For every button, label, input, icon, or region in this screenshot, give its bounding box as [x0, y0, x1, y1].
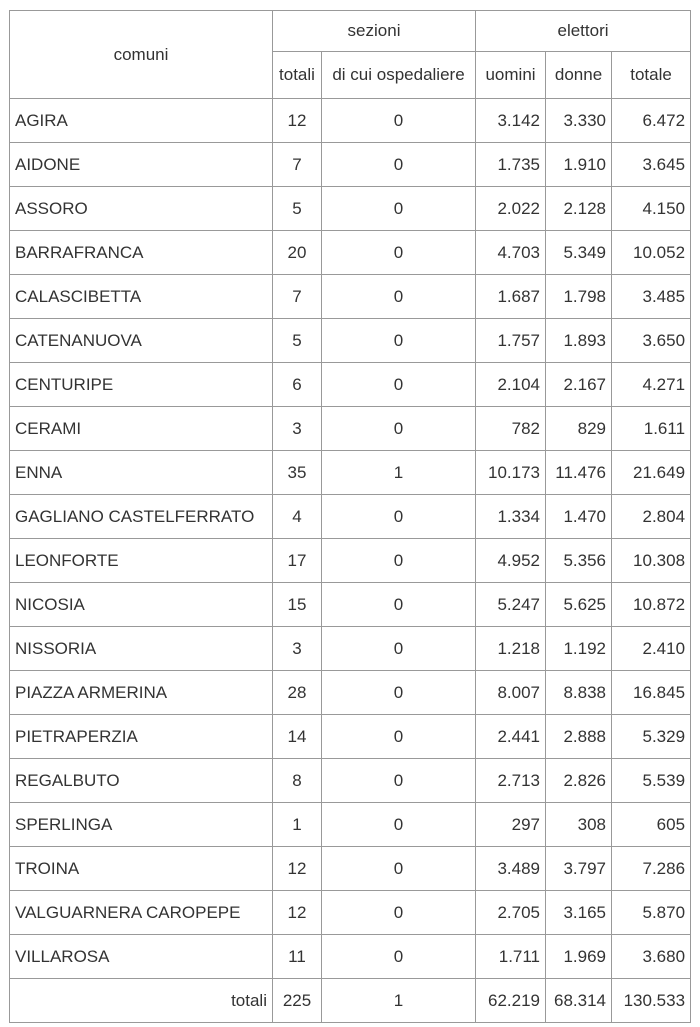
totale-cell: 3.485 [612, 275, 691, 319]
uomini-cell: 4.703 [476, 231, 546, 275]
sezioni-cell: 1 [273, 803, 322, 847]
uomini-cell: 2.441 [476, 715, 546, 759]
uomini-cell: 1.735 [476, 143, 546, 187]
comune-cell: AGIRA [10, 99, 273, 143]
uomini-cell: 2.104 [476, 363, 546, 407]
totale-cell: 1.611 [612, 407, 691, 451]
sezioni-header: sezioni [273, 11, 476, 52]
sezioni-cell: 28 [273, 671, 322, 715]
donne-cell: 1.798 [546, 275, 612, 319]
table-row [10, 143, 691, 187]
comune-cell: VILLAROSA [10, 935, 273, 979]
ospedaliere-cell: 1 [322, 451, 476, 495]
sezioni-cell: 7 [273, 275, 322, 319]
ospedaliere-cell: 0 [322, 363, 476, 407]
ospedaliere-cell: 0 [322, 407, 476, 451]
totale-cell: 10.872 [612, 583, 691, 627]
comune-cell: PIAZZA ARMERINA [10, 671, 273, 715]
ospedaliere-cell: 0 [322, 539, 476, 583]
uomini-header: uomini [476, 52, 546, 99]
uomini-cell: 782 [476, 407, 546, 451]
ospedaliere-cell: 0 [322, 671, 476, 715]
comune-cell: LEONFORTE [10, 539, 273, 583]
totale-cell: 10.052 [612, 231, 691, 275]
uomini-cell: 1.687 [476, 275, 546, 319]
donne-cell: 5.349 [546, 231, 612, 275]
table-row [10, 231, 691, 275]
sezioni-cell: 12 [273, 891, 322, 935]
sezioni-cell: 5 [273, 319, 322, 363]
table-row [10, 803, 691, 847]
totale-cell: 4.150 [612, 187, 691, 231]
ospedaliere-cell: 0 [322, 275, 476, 319]
table-row [10, 187, 691, 231]
table-row [10, 671, 691, 715]
totals-donne: 68.314 [546, 979, 612, 1023]
table-row [10, 935, 691, 979]
totale-cell: 605 [612, 803, 691, 847]
uomini-cell: 3.142 [476, 99, 546, 143]
ospedaliere-cell: 0 [322, 759, 476, 803]
uomini-cell: 2.705 [476, 891, 546, 935]
sezioni-cell: 5 [273, 187, 322, 231]
uomini-cell: 1.218 [476, 627, 546, 671]
donne-header: donne [546, 52, 612, 99]
donne-cell: 3.330 [546, 99, 612, 143]
header-row-1 [10, 11, 691, 52]
comune-cell: SPERLINGA [10, 803, 273, 847]
ospedaliere-cell: 0 [322, 231, 476, 275]
uomini-cell: 4.952 [476, 539, 546, 583]
comune-cell: CERAMI [10, 407, 273, 451]
totale-cell: 3.645 [612, 143, 691, 187]
table-row [10, 627, 691, 671]
sezioni-cell: 14 [273, 715, 322, 759]
comune-cell: GAGLIANO CASTELFERRATO [10, 495, 273, 539]
uomini-cell: 2.022 [476, 187, 546, 231]
sezioni-cell: 15 [273, 583, 322, 627]
comune-cell: CENTURIPE [10, 363, 273, 407]
table-row [10, 539, 691, 583]
donne-cell: 5.625 [546, 583, 612, 627]
comune-cell: BARRAFRANCA [10, 231, 273, 275]
sezioni-cell: 35 [273, 451, 322, 495]
sezioni-cell: 12 [273, 99, 322, 143]
totale-cell: 2.410 [612, 627, 691, 671]
uomini-cell: 8.007 [476, 671, 546, 715]
table-row [10, 275, 691, 319]
donne-cell: 1.893 [546, 319, 612, 363]
comune-cell: REGALBUTO [10, 759, 273, 803]
table-row [10, 451, 691, 495]
ospedaliere-cell: 0 [322, 99, 476, 143]
uomini-cell: 1.757 [476, 319, 546, 363]
donne-cell: 1.969 [546, 935, 612, 979]
totals-row [10, 979, 691, 1023]
comuni-header: comuni [10, 11, 273, 99]
ospedaliere-cell: 0 [322, 847, 476, 891]
uomini-cell: 5.247 [476, 583, 546, 627]
totale-cell: 3.680 [612, 935, 691, 979]
comune-cell: CALASCIBETTA [10, 275, 273, 319]
totale-cell: 4.271 [612, 363, 691, 407]
totals-sezioni: 225 [273, 979, 322, 1023]
donne-cell: 3.797 [546, 847, 612, 891]
totale-cell: 5.539 [612, 759, 691, 803]
donne-cell: 1.910 [546, 143, 612, 187]
ospedaliere-cell: 0 [322, 935, 476, 979]
totale-cell: 16.845 [612, 671, 691, 715]
totale-cell: 5.329 [612, 715, 691, 759]
table-row [10, 583, 691, 627]
sezioni-cell: 20 [273, 231, 322, 275]
table-row [10, 495, 691, 539]
uomini-cell: 297 [476, 803, 546, 847]
donne-cell: 5.356 [546, 539, 612, 583]
elettori-table [9, 10, 691, 1023]
ospedaliere-cell: 0 [322, 187, 476, 231]
uomini-cell: 1.711 [476, 935, 546, 979]
donne-cell: 2.167 [546, 363, 612, 407]
comune-cell: NICOSIA [10, 583, 273, 627]
ospedaliere-cell: 0 [322, 627, 476, 671]
donne-cell: 308 [546, 803, 612, 847]
totals-label: totali [10, 979, 273, 1023]
sezioni-cell: 4 [273, 495, 322, 539]
donne-cell: 2.128 [546, 187, 612, 231]
table-row [10, 319, 691, 363]
donne-cell: 2.888 [546, 715, 612, 759]
comune-cell: PIETRAPERZIA [10, 715, 273, 759]
totali-header: totali [273, 52, 322, 99]
totale-header: totale [612, 52, 691, 99]
sezioni-cell: 11 [273, 935, 322, 979]
uomini-cell: 10.173 [476, 451, 546, 495]
comune-cell: VALGUARNERA CAROPEPE [10, 891, 273, 935]
totale-cell: 3.650 [612, 319, 691, 363]
uomini-cell: 3.489 [476, 847, 546, 891]
totals-uomini: 62.219 [476, 979, 546, 1023]
ospedaliere-cell: 0 [322, 143, 476, 187]
totals-ospedaliere: 1 [322, 979, 476, 1023]
table-row [10, 847, 691, 891]
totale-cell: 10.308 [612, 539, 691, 583]
comune-cell: TROINA [10, 847, 273, 891]
sezioni-cell: 12 [273, 847, 322, 891]
donne-cell: 2.826 [546, 759, 612, 803]
table-row [10, 407, 691, 451]
comune-cell: CATENANUOVA [10, 319, 273, 363]
totale-cell: 2.804 [612, 495, 691, 539]
ospedaliere-cell: 0 [322, 715, 476, 759]
comune-cell: ASSORO [10, 187, 273, 231]
comune-cell: AIDONE [10, 143, 273, 187]
donne-cell: 1.192 [546, 627, 612, 671]
elettori-header: elettori [476, 11, 691, 52]
ospedaliere-cell: 0 [322, 495, 476, 539]
sezioni-cell: 3 [273, 627, 322, 671]
sezioni-cell: 8 [273, 759, 322, 803]
totale-cell: 21.649 [612, 451, 691, 495]
donne-cell: 1.470 [546, 495, 612, 539]
table-row [10, 363, 691, 407]
totals-totale: 130.533 [612, 979, 691, 1023]
sezioni-cell: 17 [273, 539, 322, 583]
donne-cell: 3.165 [546, 891, 612, 935]
table-row [10, 99, 691, 143]
ospedaliere-cell: 0 [322, 319, 476, 363]
donne-cell: 11.476 [546, 451, 612, 495]
comune-cell: NISSORIA [10, 627, 273, 671]
table-row [10, 715, 691, 759]
totale-cell: 6.472 [612, 99, 691, 143]
sezioni-cell: 6 [273, 363, 322, 407]
comune-cell: ENNA [10, 451, 273, 495]
sezioni-cell: 3 [273, 407, 322, 451]
totale-cell: 7.286 [612, 847, 691, 891]
ospedaliere-cell: 0 [322, 891, 476, 935]
table-row [10, 891, 691, 935]
donne-cell: 829 [546, 407, 612, 451]
donne-cell: 8.838 [546, 671, 612, 715]
uomini-cell: 1.334 [476, 495, 546, 539]
uomini-cell: 2.713 [476, 759, 546, 803]
totale-cell: 5.870 [612, 891, 691, 935]
ospedaliere-cell: 0 [322, 583, 476, 627]
ospedaliere-cell: 0 [322, 803, 476, 847]
table-row [10, 759, 691, 803]
table-body [10, 99, 691, 979]
ospedaliere-header: di cui ospedaliere [322, 52, 476, 99]
sezioni-cell: 7 [273, 143, 322, 187]
